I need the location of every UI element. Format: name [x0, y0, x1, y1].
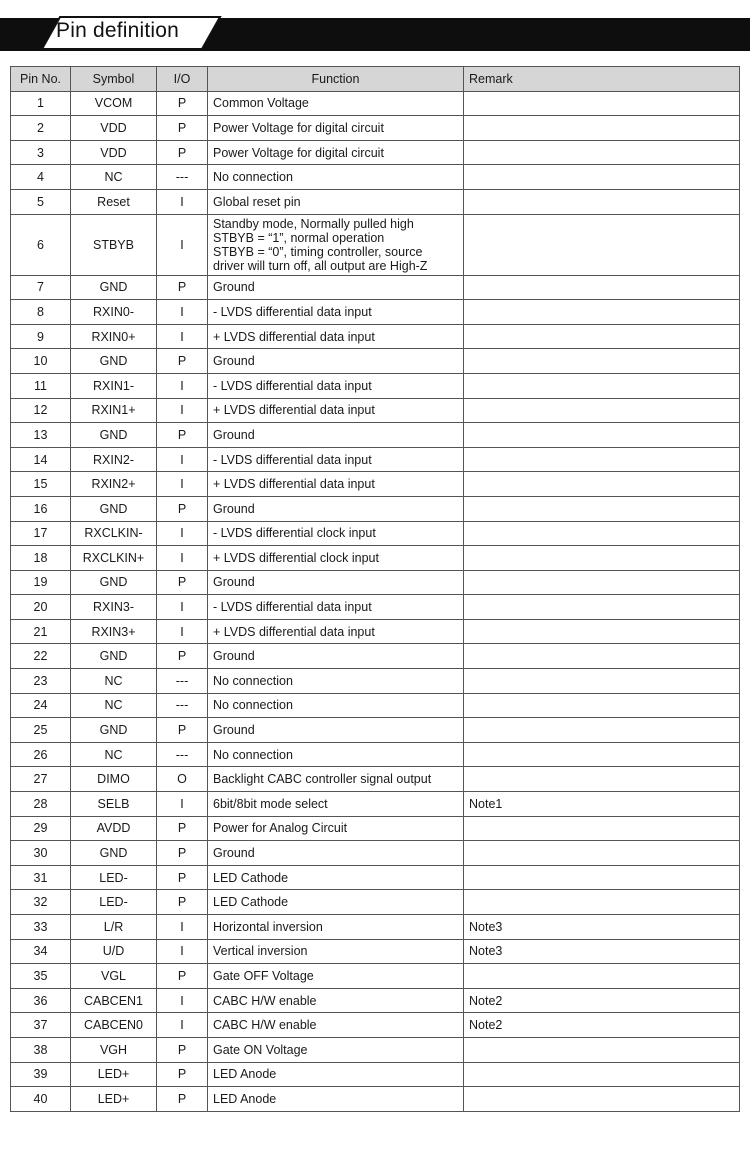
io-cell: P [157, 1087, 208, 1112]
pin-number-cell: 24 [11, 693, 71, 718]
pin-number-cell: 15 [11, 472, 71, 497]
symbol-cell: RXIN0+ [71, 324, 157, 349]
function-cell [208, 214, 464, 275]
io-cell: P [157, 890, 208, 915]
table-row [11, 1013, 740, 1038]
pin-number-cell: 20 [11, 595, 71, 620]
function-cell: LED Cathode [208, 890, 464, 915]
pin-number-cell: 28 [11, 792, 71, 817]
table-row [11, 165, 740, 190]
function-cell: No connection [208, 669, 464, 694]
remark-cell [464, 214, 740, 275]
table-row [11, 619, 740, 644]
symbol-cell: NC [71, 693, 157, 718]
function-line: STBYB = “1”, normal operation [213, 230, 385, 245]
table-row [11, 669, 740, 694]
io-cell: P [157, 816, 208, 841]
function-cell: + LVDS differential data input [208, 398, 464, 423]
function-cell: 6bit/8bit mode select [208, 792, 464, 817]
table-row [11, 214, 740, 275]
symbol-cell: GND [71, 570, 157, 595]
function-cell: Backlight CABC controller signal output [208, 767, 464, 792]
symbol-cell: VGH [71, 1037, 157, 1062]
pin-number-cell: 33 [11, 915, 71, 940]
function-cell: No connection [208, 693, 464, 718]
pin-number-cell: 25 [11, 718, 71, 743]
io-cell: P [157, 964, 208, 989]
function-cell: LED Cathode [208, 865, 464, 890]
function-cell: Ground [208, 570, 464, 595]
pin-number-cell: 36 [11, 988, 71, 1013]
io-cell: I [157, 472, 208, 497]
io-cell: I [157, 1013, 208, 1038]
symbol-cell: AVDD [71, 816, 157, 841]
symbol-cell: RXIN1+ [71, 398, 157, 423]
symbol-cell: VGL [71, 964, 157, 989]
table-row [11, 423, 740, 448]
table-row [11, 447, 740, 472]
symbol-cell: DIMO [71, 767, 157, 792]
table-row [11, 472, 740, 497]
remark-cell [464, 349, 740, 374]
pin-number-cell: 34 [11, 939, 71, 964]
pin-number-cell: 21 [11, 619, 71, 644]
symbol-cell: VDD [71, 140, 157, 165]
table-row [11, 496, 740, 521]
function-cell: - LVDS differential clock input [208, 521, 464, 546]
remark-cell [464, 275, 740, 300]
function-cell: Global reset pin [208, 189, 464, 214]
function-cell: Ground [208, 841, 464, 866]
remark-cell: Note3 [464, 939, 740, 964]
symbol-cell: LED- [71, 890, 157, 915]
io-cell: I [157, 447, 208, 472]
pin-number-cell: 4 [11, 165, 71, 190]
section-banner [0, 18, 750, 51]
symbol-cell: RXCLKIN- [71, 521, 157, 546]
table-row [11, 988, 740, 1013]
io-cell: P [157, 423, 208, 448]
pin-number-cell: 32 [11, 890, 71, 915]
remark-cell: Note2 [464, 988, 740, 1013]
remark-cell [464, 140, 740, 165]
io-cell: P [157, 1037, 208, 1062]
pin-number-cell: 23 [11, 669, 71, 694]
remark-cell [464, 189, 740, 214]
table-row [11, 546, 740, 571]
remark-cell: Note3 [464, 915, 740, 940]
remark-cell [464, 165, 740, 190]
pin-number-cell: 39 [11, 1062, 71, 1087]
pin-number-cell: 22 [11, 644, 71, 669]
section-title: Pin definition [56, 19, 180, 42]
function-cell: No connection [208, 165, 464, 190]
io-cell: I [157, 373, 208, 398]
table-row [11, 570, 740, 595]
pin-number-cell: 30 [11, 841, 71, 866]
remark-cell: Note1 [464, 792, 740, 817]
remark-cell [464, 816, 740, 841]
symbol-cell: CABCEN1 [71, 988, 157, 1013]
header-symbol: Symbol [71, 67, 157, 92]
table-row [11, 767, 740, 792]
remark-cell [464, 570, 740, 595]
table-row [11, 521, 740, 546]
table-row [11, 349, 740, 374]
remark-cell [464, 423, 740, 448]
io-cell: O [157, 767, 208, 792]
table-row [11, 718, 740, 743]
function-cell: Ground [208, 496, 464, 521]
table-row [11, 595, 740, 620]
table-row [11, 275, 740, 300]
table-row [11, 816, 740, 841]
io-cell: P [157, 1062, 208, 1087]
function-cell: Power for Analog Circuit [208, 816, 464, 841]
remark-cell [464, 841, 740, 866]
function-cell: Ground [208, 423, 464, 448]
symbol-cell: GND [71, 275, 157, 300]
table-row [11, 189, 740, 214]
symbol-cell: LED+ [71, 1087, 157, 1112]
symbol-cell: VDD [71, 116, 157, 141]
function-line: STBYB = “0”, timing controller, source [213, 244, 423, 259]
symbol-cell: GND [71, 644, 157, 669]
io-cell: I [157, 546, 208, 571]
io-cell: I [157, 398, 208, 423]
symbol-cell: RXIN3+ [71, 619, 157, 644]
table-row [11, 742, 740, 767]
remark-cell [464, 521, 740, 546]
remark-cell [464, 644, 740, 669]
io-cell: --- [157, 693, 208, 718]
pin-definition-table [10, 66, 740, 1112]
symbol-cell: GND [71, 423, 157, 448]
function-cell: No connection [208, 742, 464, 767]
io-cell: I [157, 300, 208, 325]
io-cell: P [157, 496, 208, 521]
table-row [11, 792, 740, 817]
function-cell: Vertical inversion [208, 939, 464, 964]
io-cell: I [157, 939, 208, 964]
table-row [11, 91, 740, 116]
table-row [11, 693, 740, 718]
pin-number-cell: 40 [11, 1087, 71, 1112]
io-cell: I [157, 214, 208, 275]
remark-cell [464, 718, 740, 743]
symbol-cell: CABCEN0 [71, 1013, 157, 1038]
pin-number-cell: 18 [11, 546, 71, 571]
symbol-cell: GND [71, 841, 157, 866]
pin-number-cell: 7 [11, 275, 71, 300]
function-cell: Gate ON Voltage [208, 1037, 464, 1062]
pin-number-cell: 26 [11, 742, 71, 767]
table-row [11, 890, 740, 915]
io-cell: P [157, 644, 208, 669]
remark-cell [464, 693, 740, 718]
pin-number-cell: 17 [11, 521, 71, 546]
pin-number-cell: 35 [11, 964, 71, 989]
function-cell: LED Anode [208, 1062, 464, 1087]
function-line: driver will turn off, all output are High-Z [213, 258, 428, 273]
table-row [11, 865, 740, 890]
io-cell: I [157, 915, 208, 940]
symbol-cell: RXIN0- [71, 300, 157, 325]
table-row [11, 116, 740, 141]
table-row [11, 398, 740, 423]
function-cell: + LVDS differential data input [208, 324, 464, 349]
symbol-cell: STBYB [71, 214, 157, 275]
function-cell: Power Voltage for digital circuit [208, 140, 464, 165]
pin-number-cell: 37 [11, 1013, 71, 1038]
function-cell: Ground [208, 718, 464, 743]
table-row [11, 841, 740, 866]
io-cell: I [157, 595, 208, 620]
symbol-cell: RXIN2+ [71, 472, 157, 497]
io-cell: I [157, 988, 208, 1013]
function-cell: + LVDS differential data input [208, 619, 464, 644]
pin-number-cell: 8 [11, 300, 71, 325]
function-cell: CABC H/W enable [208, 1013, 464, 1038]
function-cell: Power Voltage for digital circuit [208, 116, 464, 141]
remark-cell [464, 865, 740, 890]
table-row [11, 324, 740, 349]
function-cell: LED Anode [208, 1087, 464, 1112]
pin-number-cell: 12 [11, 398, 71, 423]
io-cell: P [157, 349, 208, 374]
io-cell: P [157, 865, 208, 890]
table-row [11, 300, 740, 325]
remark-cell [464, 472, 740, 497]
table-row [11, 964, 740, 989]
header-pin-no: Pin No. [11, 67, 71, 92]
table-row [11, 1087, 740, 1112]
pin-number-cell: 6 [11, 214, 71, 275]
table-row [11, 140, 740, 165]
io-cell: I [157, 521, 208, 546]
pin-number-cell: 29 [11, 816, 71, 841]
symbol-cell: RXIN2- [71, 447, 157, 472]
function-cell: Ground [208, 275, 464, 300]
pin-number-cell: 1 [11, 91, 71, 116]
header-io: I/O [157, 67, 208, 92]
io-cell: P [157, 570, 208, 595]
symbol-cell: GND [71, 718, 157, 743]
remark-cell [464, 890, 740, 915]
symbol-cell: GND [71, 349, 157, 374]
remark-cell [464, 767, 740, 792]
table-body [11, 91, 740, 1111]
remark-cell [464, 742, 740, 767]
pin-number-cell: 14 [11, 447, 71, 472]
pin-number-cell: 19 [11, 570, 71, 595]
function-cell: CABC H/W enable [208, 988, 464, 1013]
table-row [11, 1062, 740, 1087]
remark-cell [464, 964, 740, 989]
section-title-tab [40, 15, 222, 50]
io-cell: P [157, 91, 208, 116]
function-cell: - LVDS differential data input [208, 373, 464, 398]
function-cell: - LVDS differential data input [208, 447, 464, 472]
symbol-cell: U/D [71, 939, 157, 964]
symbol-cell: RXIN1- [71, 373, 157, 398]
remark-cell [464, 116, 740, 141]
remark-cell [464, 546, 740, 571]
io-cell: P [157, 841, 208, 866]
remark-cell [464, 373, 740, 398]
io-cell: I [157, 324, 208, 349]
function-cell: - LVDS differential data input [208, 300, 464, 325]
table-row [11, 915, 740, 940]
io-cell: --- [157, 742, 208, 767]
table-row [11, 1037, 740, 1062]
pin-number-cell: 10 [11, 349, 71, 374]
table-header-row [11, 67, 740, 92]
pin-number-cell: 3 [11, 140, 71, 165]
symbol-cell: NC [71, 742, 157, 767]
io-cell: --- [157, 669, 208, 694]
io-cell: P [157, 116, 208, 141]
table-row [11, 373, 740, 398]
function-line: Standby mode, Normally pulled high [213, 216, 414, 231]
function-cell: Ground [208, 644, 464, 669]
remark-cell: Note2 [464, 1013, 740, 1038]
symbol-cell: RXCLKIN+ [71, 546, 157, 571]
remark-cell [464, 447, 740, 472]
remark-cell [464, 1037, 740, 1062]
symbol-cell: LED+ [71, 1062, 157, 1087]
pin-number-cell: 5 [11, 189, 71, 214]
symbol-cell: Reset [71, 189, 157, 214]
remark-cell [464, 398, 740, 423]
function-cell: Ground [208, 349, 464, 374]
remark-cell [464, 595, 740, 620]
io-cell: I [157, 189, 208, 214]
function-cell: - LVDS differential data input [208, 595, 464, 620]
table-row [11, 644, 740, 669]
function-cell: Horizontal inversion [208, 915, 464, 940]
pin-number-cell: 13 [11, 423, 71, 448]
function-cell: + LVDS differential clock input [208, 546, 464, 571]
io-cell: P [157, 275, 208, 300]
io-cell: --- [157, 165, 208, 190]
pin-number-cell: 27 [11, 767, 71, 792]
pin-number-cell: 16 [11, 496, 71, 521]
pin-number-cell: 2 [11, 116, 71, 141]
symbol-cell: NC [71, 165, 157, 190]
remark-cell [464, 91, 740, 116]
remark-cell [464, 324, 740, 349]
symbol-cell: SELB [71, 792, 157, 817]
pin-number-cell: 11 [11, 373, 71, 398]
io-cell: I [157, 619, 208, 644]
function-cell: Common Voltage [208, 91, 464, 116]
io-cell: P [157, 718, 208, 743]
remark-cell [464, 669, 740, 694]
symbol-cell: LED- [71, 865, 157, 890]
remark-cell [464, 619, 740, 644]
io-cell: I [157, 792, 208, 817]
table-row [11, 939, 740, 964]
pin-number-cell: 38 [11, 1037, 71, 1062]
symbol-cell: RXIN3- [71, 595, 157, 620]
remark-cell [464, 1062, 740, 1087]
remark-cell [464, 300, 740, 325]
function-cell: + LVDS differential data input [208, 472, 464, 497]
pin-number-cell: 9 [11, 324, 71, 349]
symbol-cell: GND [71, 496, 157, 521]
header-function: Function [208, 67, 464, 92]
symbol-cell: VCOM [71, 91, 157, 116]
remark-cell [464, 496, 740, 521]
function-cell: Gate OFF Voltage [208, 964, 464, 989]
header-remark: Remark [464, 67, 740, 92]
symbol-cell: NC [71, 669, 157, 694]
pin-number-cell: 31 [11, 865, 71, 890]
symbol-cell: L/R [71, 915, 157, 940]
remark-cell [464, 1087, 740, 1112]
io-cell: P [157, 140, 208, 165]
